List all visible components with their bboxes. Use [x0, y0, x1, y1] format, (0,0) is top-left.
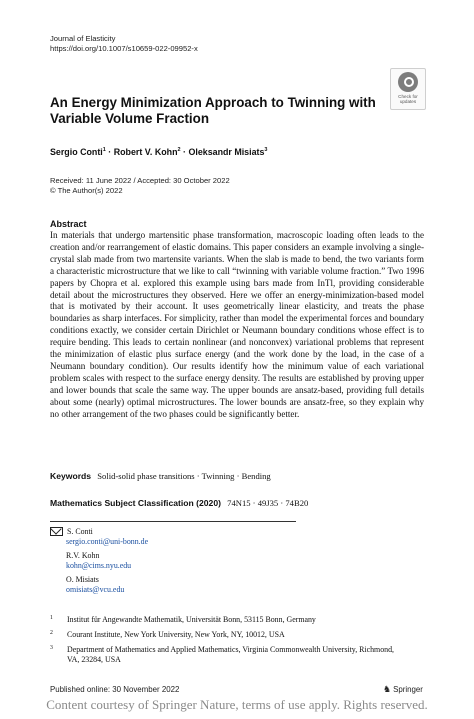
author-list: [50, 147, 267, 157]
author-affil-sup: 3: [264, 147, 268, 154]
abstract-text: In materials that undergo martensitic phase transformation, macroscopic loading often leads to the creation and/or rearrangement of elastic domains. This paper considers an example involving a single-crystal slab made from two martensite variants. When the slab is made to bend, the two variants form a characteristic microstructure that we like to call “twinning with variable volume fraction.” Two 1996 papers by Chopra et al. explored this example using bars made from InTl, providing considerable detail about the microstructures they observed. Here we offer an energy-minimization-based model that is motivated by their account. It uses geometrically linear elasticity, and treats the phase boundaries as sharp interfaces. For simplicity, rather than model the experimental forces and boundary conditions exactly, we consider certain Dirichlet or Neumann boundary conditions whose effect is to require bending. This leads to certain nonlinear (and nonconvex) variational problems that represent the minimization of elastic plus surface energy (and the work done by the load, in the case of a Neumann boundary condition). Our results identify how the minimum value of each variational problem scales with respect to the surface energy density. The results are established by proving upper and lower bounds that scale the same way. The upper bounds are ansatz-based, providing full details about some (nearly) optimal microstructures. The lower bounds are ansatz-free, so they explain why no other arrangement of the two phases could be significantly better.: [50, 230, 424, 419]
affiliation-number: 2: [50, 630, 53, 636]
received-accepted: Received: 11 June 2022 / Accepted: 30 October 2022: [50, 176, 230, 185]
author-separator: ·: [105, 147, 114, 157]
keywords-label: Keywords: [50, 471, 92, 481]
paper-title: An Energy Minimization Approach to Twinning with Variable Volume Fraction: [50, 95, 376, 126]
affiliation-number: 1: [50, 615, 53, 621]
check-for-updates-badge[interactable]: [390, 68, 426, 110]
correspondent-name: S. Conti: [67, 527, 93, 536]
check-for-updates-icon: [398, 72, 418, 92]
courtesy-notice: Content courtesy of Springer Nature, terms of use apply. Rights reserved.: [46, 697, 428, 712]
correspondent-email[interactable]: omisiats@vcu.edu: [66, 585, 125, 595]
correspondent-name: R.V. Kohn: [66, 551, 100, 561]
correspondent-name: O. Misiats: [66, 575, 99, 585]
abstract-heading: Abstract: [50, 219, 87, 229]
journal-header: [50, 34, 198, 54]
envelope-icon: [50, 527, 63, 536]
correspondent-email[interactable]: sergio.conti@uni-bonn.de: [66, 536, 149, 546]
badge-line2: updates: [399, 99, 417, 104]
affiliation: [50, 630, 407, 640]
publisher-name: Springer: [393, 685, 423, 694]
footnote-divider: [50, 521, 296, 522]
badge-line1: Check for: [398, 94, 418, 99]
author-affil-sup: 2: [177, 147, 181, 154]
copyright: © The Author(s) 2022: [50, 186, 123, 195]
journal-name: Journal of Elasticity: [50, 34, 116, 43]
publication-dates: [50, 176, 230, 196]
msc-codes: 74N15 · 49J35 · 74B20: [227, 498, 309, 508]
published-online: Published online: 30 November 2022: [50, 685, 180, 694]
author-name[interactable]: Robert V. Kohn: [113, 147, 178, 157]
doi-link[interactable]: https://doi.org/10.1007/s10659-022-09952-x: [50, 44, 198, 53]
publisher-logo[interactable]: [383, 684, 423, 695]
affiliation-text: Institut für Angewandte Mathematik, Universität Bonn, 53115 Bonn, Germany: [67, 615, 316, 624]
affiliation: [50, 645, 407, 665]
keywords-text: Solid-solid phase transitions · Twinning · Bending: [97, 471, 271, 481]
keywords: [50, 471, 271, 481]
correspondence-block: [50, 527, 148, 595]
affiliation: [50, 615, 407, 625]
affiliation-text: Courant Institute, New York University, New York, NY, 10012, USA: [67, 630, 285, 639]
affiliation-text: Department of Mathematics and Applied Mathematics, Virginia Commonwealth University, Richmond, VA, 23284, USA: [67, 645, 394, 664]
author-name[interactable]: Sergio Conti: [50, 147, 103, 157]
author-name[interactable]: Oleksandr Misiats: [188, 147, 265, 157]
correspondent-email[interactable]: kohn@cims.nyu.edu: [66, 560, 132, 570]
author-separator: ·: [180, 147, 189, 157]
affiliation-number: 3: [50, 645, 53, 651]
springer-horse-icon: ♞: [383, 684, 392, 694]
msc-classification: [50, 498, 308, 508]
msc-label: Mathematics Subject Classification (2020): [50, 498, 221, 508]
author-affil-sup: 1: [102, 147, 106, 154]
